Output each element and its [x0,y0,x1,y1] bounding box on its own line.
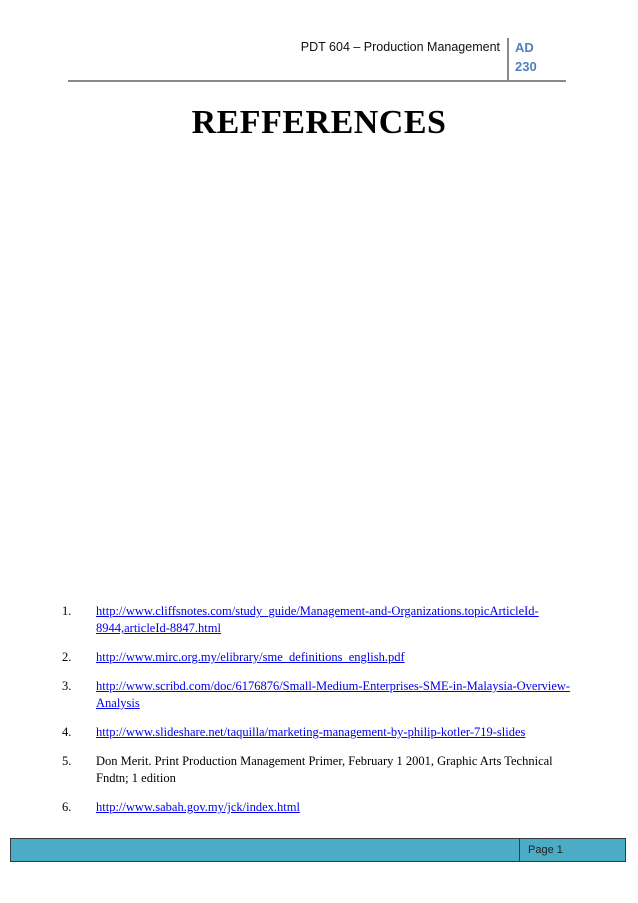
reference-number: 3. [62,679,72,693]
reference-list [62,603,582,828]
course-code-line2: 230 [515,59,537,74]
reference-link[interactable]: http://www.slideshare.net/taquilla/marketing-management-by-philip-kotler-719-slides [96,725,526,739]
reference-item [62,678,582,712]
reference-number: 6. [62,800,72,814]
reference-link[interactable]: http://www.sabah.gov.my/jck/index.html [96,800,300,814]
footer-fill [11,839,520,861]
reference-number: 2. [62,650,72,664]
header-title: PDT 604 – Production Management [300,40,500,54]
page-title: REFFERENCES [191,104,447,141]
reference-link[interactable]: http://www.scribd.com/doc/6176876/Small-Medium-Enterprises-SME-in-Malaysia-Overview-Analysis [96,679,571,710]
footer-bar [10,838,626,862]
reference-text: Don Merit. Print Production Management Primer, February 1 2001, Graphic Arts Technical Fndtn; 1 edition [96,754,553,785]
page-number: Page 1 [528,844,563,856]
reference-link[interactable]: http://www.mirc.org.my/elibrary/sme_definitions_english.pdf [96,650,405,664]
reference-item [62,799,582,816]
reference-number: 4. [62,725,72,739]
header-rule [68,80,566,82]
reference-number: 5. [62,754,72,768]
reference-link[interactable]: http://www.cliffsnotes.com/study_guide/Management-and-Organizations.topicArticleId-8944,articleId-8847.html [96,604,539,635]
reference-item [62,753,582,787]
reference-item [62,724,582,741]
reference-item [62,603,582,637]
header-course-code [507,38,562,80]
course-code-line1: AD [515,40,534,55]
reference-item [62,649,582,666]
reference-number: 1. [62,604,72,618]
